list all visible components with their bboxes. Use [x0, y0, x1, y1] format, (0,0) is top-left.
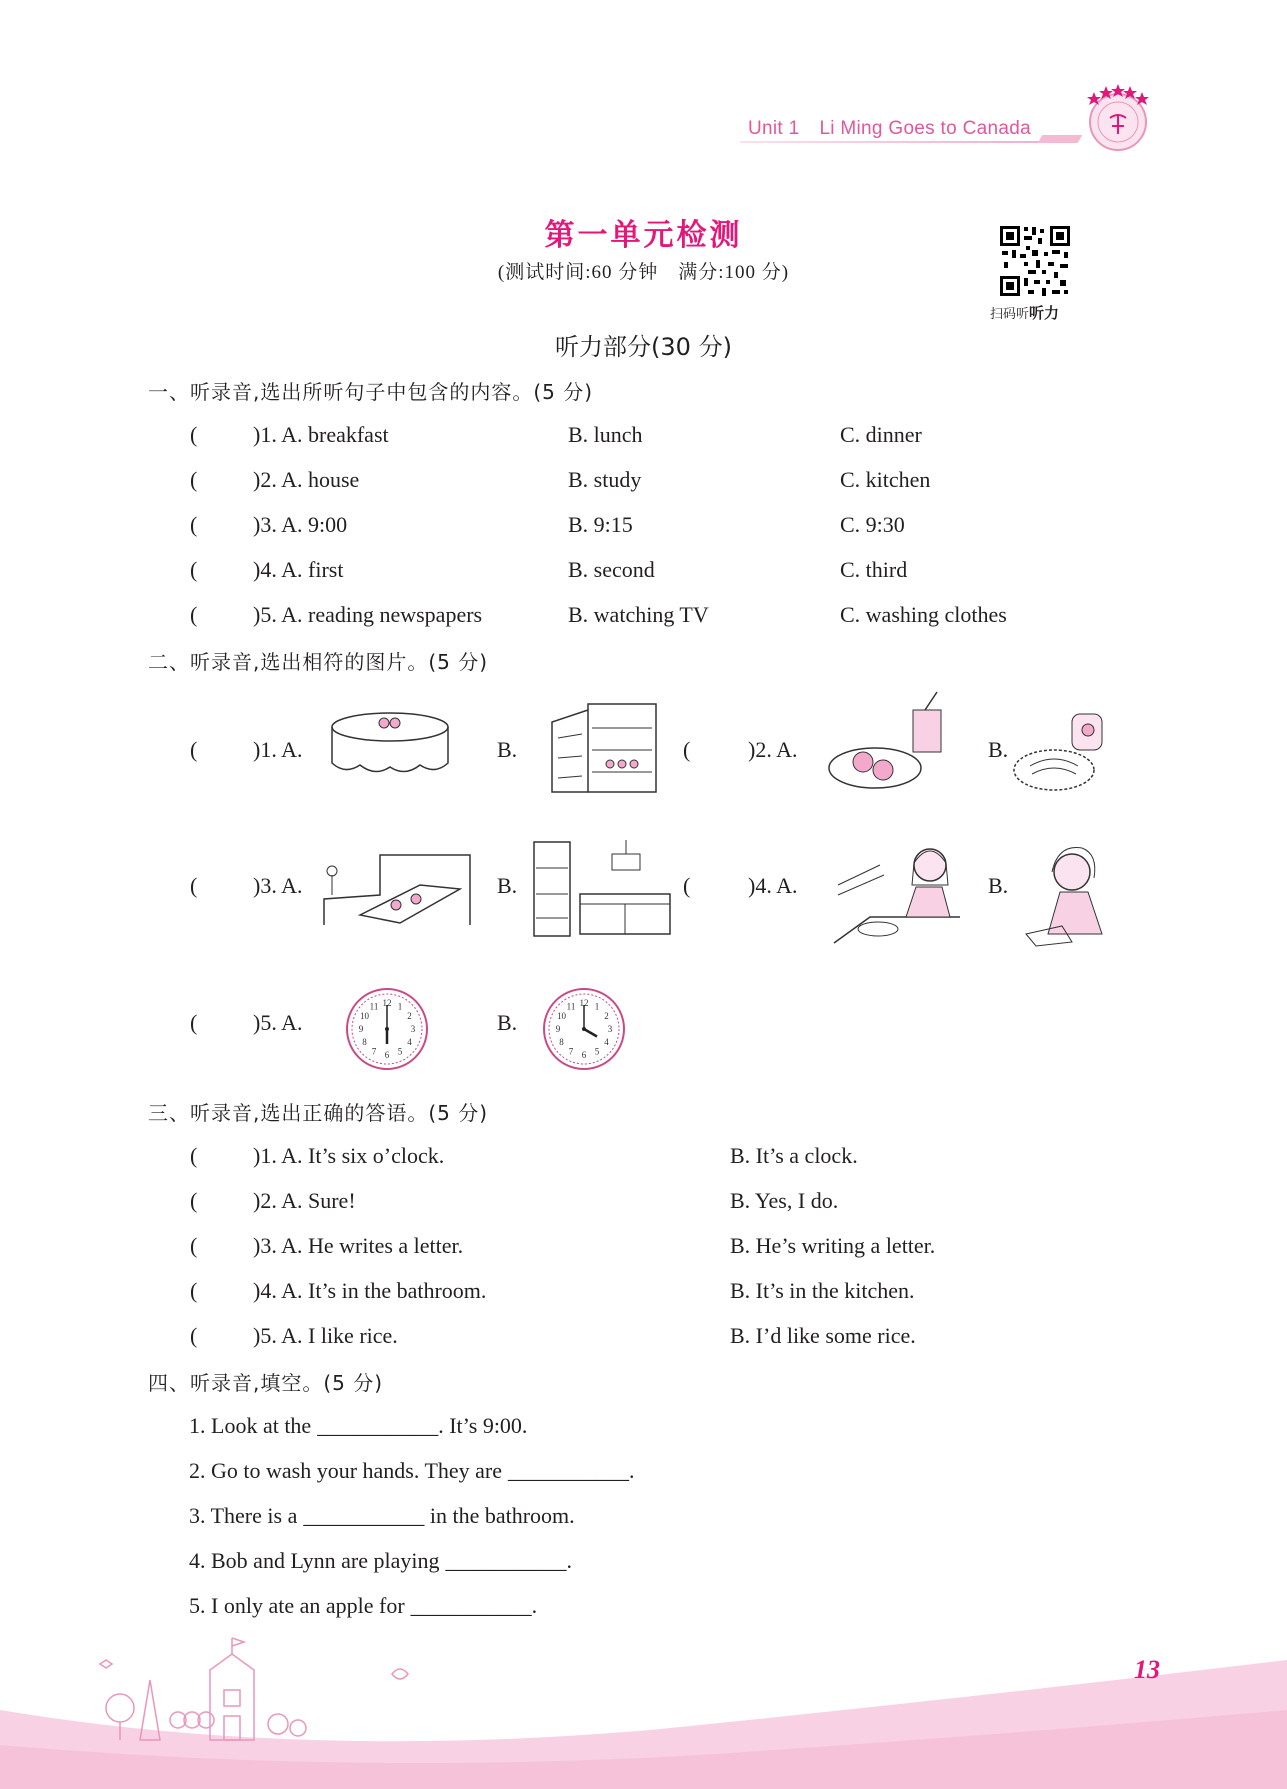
clock-number: 6 — [581, 1050, 587, 1060]
s1-option-b: B. watching TV — [568, 602, 709, 627]
test-info: (测试时间:60 分钟 满分:100 分) — [497, 262, 790, 283]
girl-washing-dishes-picture[interactable] — [830, 835, 965, 947]
clock-number: 5 — [397, 1046, 403, 1057]
section4-heading: 四、听录音,填空。(5 分) — [148, 1371, 384, 1395]
answer-blank[interactable]: ___________ — [303, 1503, 425, 1528]
header-rule-accent — [1038, 135, 1083, 143]
answer-blank[interactable]: ___________ — [410, 1593, 532, 1618]
answer-blank[interactable]: ___________ — [445, 1548, 567, 1573]
header-unit-title: Li Ming Goes to Canada — [819, 118, 1031, 139]
fill-in-sentence — [189, 1413, 527, 1439]
section1-heading: 一、听录音,选出所听句子中包含的内容。(5 分) — [148, 380, 594, 404]
s1-option-a: )5. A. reading newspapers — [253, 602, 483, 627]
footer-decoration — [0, 1560, 1287, 1789]
fill-in-sentence — [189, 1503, 575, 1529]
s3-answer-paren[interactable]: ( — [190, 1188, 198, 1213]
clock-number: 4 — [407, 1037, 412, 1047]
sentence-end: . — [629, 1458, 635, 1483]
s2-q2-label: )2. A. — [748, 737, 798, 762]
sentence-start: 5. I only ate an apple for — [189, 1593, 405, 1618]
s1-option-b: B. study — [568, 467, 642, 492]
s1-answer-paren[interactable]: ( — [190, 602, 198, 627]
s2-q4-paren[interactable]: ( — [683, 873, 691, 898]
clock-center — [582, 1027, 586, 1031]
s2-q1-b-label: B. — [497, 737, 518, 762]
s3-option-b: B. He’s writing a letter. — [730, 1233, 936, 1258]
s2-q3-b-label: B. — [497, 873, 518, 898]
fill-in-sentence — [189, 1458, 635, 1484]
running-header — [748, 118, 1031, 140]
s3-option-a: )3. A. He writes a letter. — [253, 1233, 464, 1258]
s2-q5-label: )5. A. — [253, 1010, 303, 1035]
clock-center — [385, 1027, 389, 1031]
section2-heading: 二、听录音,选出相符的图片。(5 分) — [148, 650, 489, 674]
s3-option-b: B. I’d like some rice. — [730, 1323, 916, 1348]
s1-option-c: C. kitchen — [840, 467, 931, 492]
clock-number: 7 — [371, 1046, 377, 1057]
qr-code-icon[interactable] — [998, 224, 1072, 298]
s1-option-a: )2. A. house — [253, 467, 360, 492]
s1-option-c: C. dinner — [840, 422, 922, 447]
s1-option-c: C. third — [840, 557, 908, 582]
s1-option-b: B. 9:15 — [568, 512, 633, 537]
s3-option-a: )1. A. It’s six o’clock. — [253, 1143, 445, 1168]
fridge-picture[interactable] — [548, 700, 660, 794]
s3-option-b: B. Yes, I do. — [730, 1188, 839, 1213]
s1-option-c: C. 9:30 — [840, 512, 905, 537]
clock-number: 10 — [556, 1011, 566, 1021]
clock-number: 8 — [559, 1037, 564, 1047]
s3-answer-paren[interactable]: ( — [190, 1323, 198, 1348]
clock-number: 5 — [594, 1046, 600, 1057]
clock-number: 2 — [407, 1011, 412, 1021]
clock-number: 9 — [555, 1024, 561, 1034]
food-picture[interactable] — [1010, 700, 1115, 800]
s1-answer-paren[interactable]: ( — [190, 512, 198, 537]
s2-q3-paren[interactable]: ( — [190, 873, 198, 898]
s1-option-a: )4. A. first — [253, 557, 344, 582]
clock-number: 7 — [568, 1046, 574, 1057]
breakfast-plate-picture[interactable] — [825, 688, 955, 798]
s1-option-b: B. second — [568, 557, 655, 582]
s3-answer-paren[interactable]: ( — [190, 1233, 198, 1258]
clock-number: 10 — [359, 1011, 369, 1021]
s3-option-a: )5. A. I like rice. — [253, 1323, 398, 1348]
page-title: 第一单元检测 — [544, 218, 743, 253]
clock-number: 8 — [362, 1037, 367, 1047]
clock-number: 3 — [410, 1024, 416, 1034]
sentence-end: . — [566, 1548, 573, 1573]
s2-q3-label: )3. A. — [253, 873, 303, 898]
clock-number: 9 — [358, 1024, 364, 1034]
s2-q4-label: )4. A. — [748, 873, 798, 898]
clock-number: 11 — [369, 1001, 379, 1012]
s3-option-b: B. It’s a clock. — [730, 1143, 858, 1168]
clock-number: 11 — [566, 1001, 576, 1012]
header-rule — [740, 141, 1070, 143]
clock-number: 12 — [382, 998, 392, 1008]
clock-picture[interactable] — [540, 985, 628, 1073]
s2-q5-paren[interactable]: ( — [190, 1010, 198, 1035]
s2-q4-b-label: B. — [988, 873, 1009, 898]
s2-q1-paren[interactable]: ( — [190, 737, 198, 762]
clock-picture[interactable] — [343, 985, 431, 1073]
s3-answer-paren[interactable]: ( — [190, 1278, 198, 1303]
s1-answer-paren[interactable]: ( — [190, 422, 198, 447]
s1-option-a: )1. A. breakfast — [253, 422, 389, 447]
part-title: 听力部分(30 分) — [555, 333, 732, 361]
s3-option-b: B. It’s in the kitchen. — [730, 1278, 915, 1303]
clock-number: 1 — [397, 1001, 403, 1012]
sentence-end: . It’s 9:00. — [438, 1413, 528, 1438]
clock-number: 6 — [384, 1050, 390, 1060]
qr-label-strong: 听力 — [1029, 304, 1060, 322]
answer-blank[interactable]: ___________ — [317, 1413, 439, 1438]
sentence-start: 4. Bob and Lynn are playing — [189, 1548, 440, 1573]
s1-answer-paren[interactable]: ( — [190, 467, 198, 492]
sentence-end: in the bathroom. — [424, 1503, 575, 1528]
s2-q5-b-label: B. — [497, 1010, 518, 1035]
sentence-start: 3. There is a — [189, 1503, 298, 1528]
qr-label-prefix: 扫码听 — [990, 307, 1030, 322]
sentence-start: 1. Look at the — [189, 1413, 312, 1438]
s1-option-a: )3. A. 9:00 — [253, 512, 348, 537]
clock-number: 12 — [579, 998, 589, 1008]
s3-option-a: )4. A. It’s in the bathroom. — [253, 1278, 487, 1303]
hour-hand — [584, 1029, 597, 1037]
s1-answer-paren[interactable]: ( — [190, 557, 198, 582]
publisher-logo-icon — [1078, 78, 1158, 158]
s3-option-a: )2. A. Sure! — [253, 1188, 356, 1213]
kitchen-picture[interactable] — [530, 838, 675, 940]
qr-label — [990, 302, 1059, 323]
s2-q2-b-label: B. — [988, 737, 1009, 762]
section3-heading: 三、听录音,选出正确的答语。(5 分) — [148, 1101, 489, 1125]
dining-room-picture[interactable] — [320, 845, 480, 930]
s2-q1-label: )1. A. — [253, 737, 303, 762]
s3-answer-paren[interactable]: ( — [190, 1143, 198, 1168]
table-picture[interactable] — [325, 705, 455, 785]
girl-reading-picture[interactable] — [1022, 838, 1122, 948]
clock-number: 2 — [604, 1011, 609, 1021]
clock-number: 4 — [604, 1037, 609, 1047]
s1-option-c: C. washing clothes — [840, 602, 1007, 627]
clock-number: 3 — [607, 1024, 613, 1034]
page-number: 13 — [1134, 1655, 1160, 1684]
answer-blank[interactable]: ___________ — [508, 1458, 630, 1483]
sentence-start: 2. Go to wash your hands. They are — [189, 1458, 503, 1483]
s2-q2-paren[interactable]: ( — [683, 737, 691, 762]
clock-number: 1 — [594, 1001, 600, 1012]
header-unit: Unit 1 — [748, 118, 800, 139]
s1-option-b: B. lunch — [568, 422, 643, 447]
sentence-end: . — [531, 1593, 538, 1618]
